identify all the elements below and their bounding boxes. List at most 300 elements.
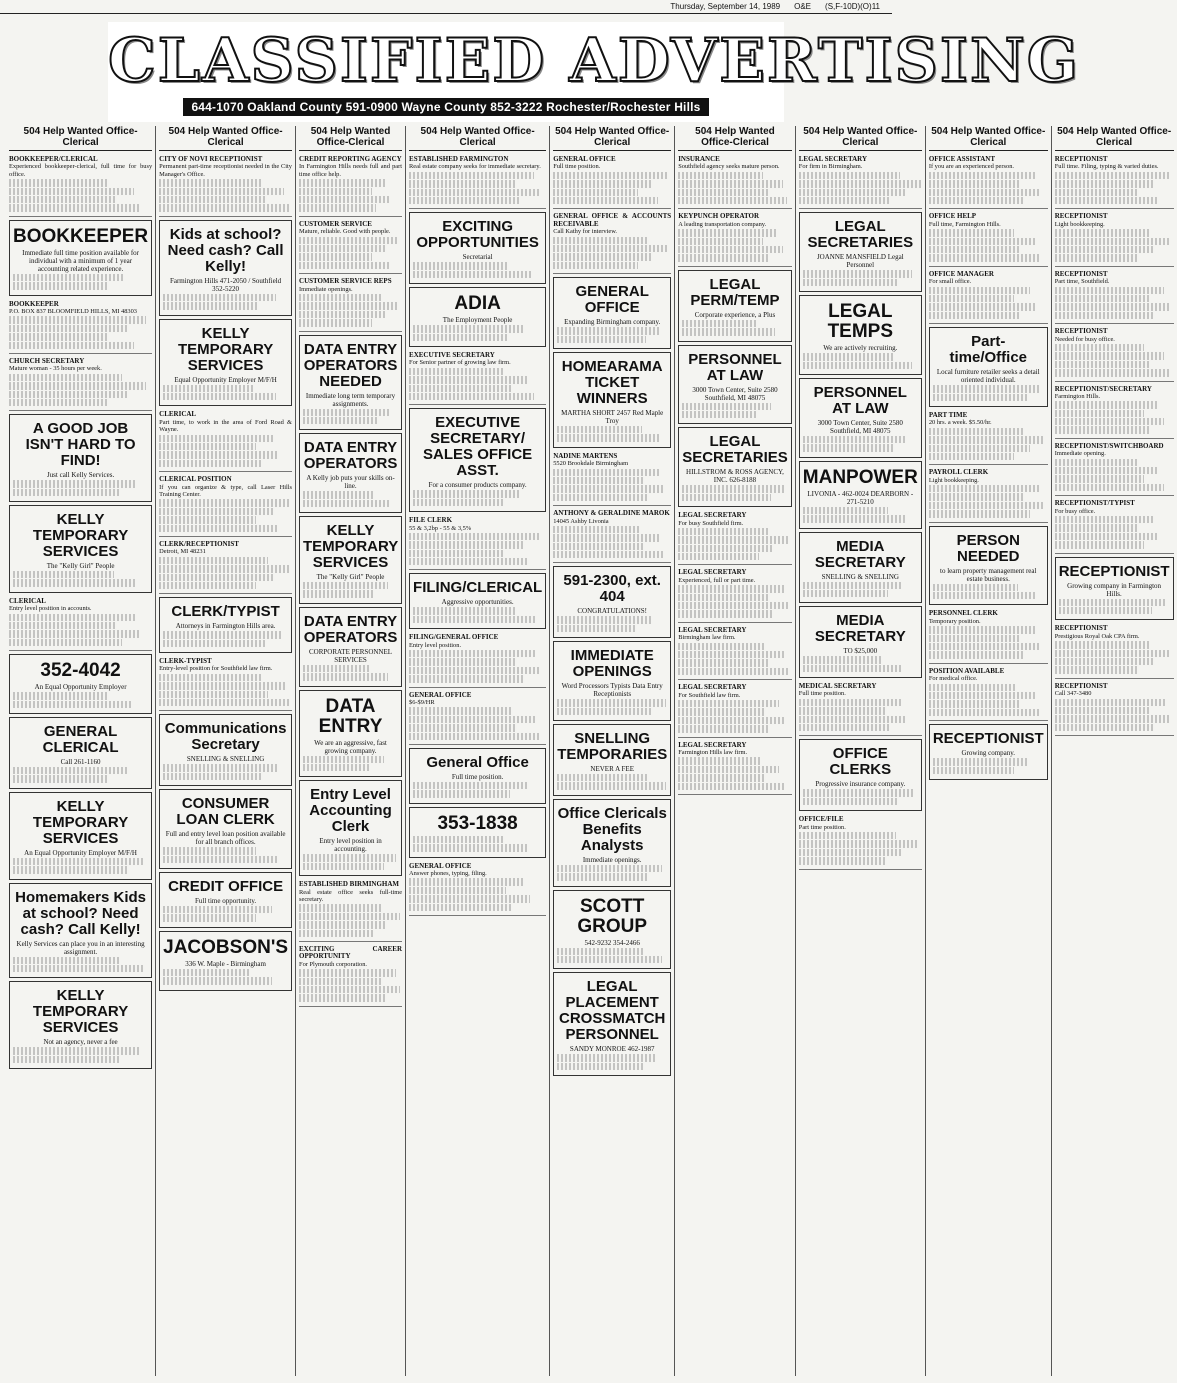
classified-ad (9, 299, 152, 354)
ad-body: For Senior partner of growing law firm. (409, 359, 511, 367)
text-filler (799, 849, 901, 856)
ad-body: 3000 Town Center, Suite 2580 Southfield, MI 48075 (692, 385, 778, 402)
text-filler (163, 302, 259, 309)
text-filler (803, 270, 912, 277)
display-ad (159, 319, 292, 407)
ad-body: We are an aggressive, fast growing company. (314, 738, 387, 755)
ad-body: For small office. (928, 278, 972, 286)
text-filler (409, 533, 541, 540)
text-filler (13, 282, 108, 289)
text-filler (409, 724, 517, 731)
text-filler (553, 197, 658, 204)
text-filler (1055, 361, 1149, 368)
text-filler (678, 254, 768, 261)
text-filler (163, 764, 277, 771)
display-ad (299, 607, 402, 687)
text-filler (163, 773, 260, 780)
text-filler (929, 229, 1015, 236)
classified-ad (159, 409, 292, 472)
ad-headline: LEGAL SECRETARIES (807, 218, 914, 252)
text-filler (1055, 658, 1155, 665)
ad-headline: CLERK/TYPIST (171, 603, 280, 621)
text-filler (557, 616, 652, 623)
display-ad (553, 972, 671, 1076)
ad-body: $6-$9/HR (409, 699, 435, 707)
ad-headline: Office Clericals Benefits Analysts (557, 804, 667, 854)
ad-body: Immediate long term temporary assignments. (305, 391, 396, 408)
text-filler (1055, 475, 1144, 482)
text-filler (299, 986, 400, 993)
display-ad (159, 931, 292, 991)
ad-body: 542-9232 354-2466 (584, 938, 640, 947)
classified-ad (299, 879, 402, 942)
text-filler (303, 582, 388, 589)
text-filler (303, 500, 391, 507)
text-filler (9, 391, 128, 398)
text-filler (929, 287, 1030, 294)
display-ad (929, 724, 1048, 780)
display-ad (553, 566, 671, 638)
text-filler (13, 571, 114, 578)
text-filler (557, 1054, 657, 1061)
text-filler (933, 767, 1014, 774)
text-filler (929, 635, 1021, 642)
ad-headline: BOOKKEEPER (13, 225, 149, 247)
text-filler (409, 550, 505, 557)
ad-body: Part time, Southfield. (1054, 278, 1110, 286)
ad-title: GENERAL OFFICE (553, 155, 616, 163)
text-filler (933, 758, 1028, 765)
ad-body: Light bookkeeping. (928, 476, 979, 484)
column-heading: 504 Help Wanted Office-Clerical (9, 126, 152, 151)
display-ad (929, 526, 1048, 606)
text-filler (682, 403, 771, 410)
column-heading: 504 Help Wanted Office-Clerical (159, 126, 292, 151)
text-filler (163, 393, 275, 400)
classified-ad (1055, 211, 1174, 266)
text-filler (163, 906, 272, 913)
classified-ad (299, 944, 402, 1007)
ad-body: SNELLING & SNELLING (821, 572, 899, 581)
display-ad (159, 597, 292, 653)
text-filler (9, 333, 109, 340)
ad-body: Secretarial (462, 253, 493, 262)
ad-body: A Kelly job puts your skills on-line. (306, 474, 395, 491)
ad-title: CLERICAL (159, 410, 197, 419)
text-filler (299, 179, 386, 186)
classified-ad (929, 467, 1048, 522)
text-filler (682, 485, 784, 492)
page-header-line (0, 0, 892, 14)
text-filler (678, 246, 782, 253)
ad-headline: General Office (426, 754, 529, 771)
display-ad (553, 890, 671, 970)
classified-ad (929, 666, 1048, 721)
ad-headline: MANPOWER (802, 466, 918, 488)
text-filler (1055, 724, 1155, 731)
classified-ad (299, 276, 402, 331)
text-filler (163, 914, 255, 921)
text-filler (799, 716, 906, 723)
text-filler (929, 700, 1021, 707)
text-filler (929, 445, 1030, 452)
text-filler (1055, 254, 1138, 261)
text-filler (929, 485, 1041, 492)
text-filler (929, 189, 1040, 196)
ad-body: Mature, reliable. Good with people. (299, 228, 391, 236)
classified-column (549, 126, 674, 1376)
text-filler (413, 262, 509, 269)
text-filler (303, 764, 371, 771)
ad-title: LEGAL SECRETARY (678, 568, 747, 577)
ad-body: The Employment People (442, 316, 513, 325)
ad-body: Temporary position. (928, 617, 981, 625)
display-ad (799, 295, 922, 375)
display-ad (9, 981, 152, 1069)
text-filler (303, 409, 391, 416)
text-filler (799, 699, 901, 706)
classified-ad (1055, 681, 1174, 736)
ad-headline: IMMEDIATE OPENINGS (570, 647, 654, 681)
text-filler (933, 394, 1027, 401)
edition-label: O&E (794, 2, 812, 11)
text-filler (409, 180, 516, 187)
text-filler (803, 656, 884, 663)
text-filler (159, 435, 273, 442)
text-filler (1055, 238, 1169, 245)
ad-body: Real estate office seeks full-time secretary. (299, 888, 403, 904)
text-filler (303, 590, 375, 597)
classified-column (674, 126, 795, 1376)
text-filler (303, 756, 384, 763)
display-ad (9, 717, 152, 789)
classified-ad (299, 219, 402, 274)
text-filler (803, 798, 899, 805)
text-filler (9, 374, 122, 381)
text-filler (9, 614, 135, 621)
text-filler (299, 311, 386, 318)
text-filler (557, 708, 652, 715)
ad-body: In Farmington Hills needs full and part time office help. (299, 163, 403, 178)
text-filler (413, 844, 527, 851)
text-filler (409, 189, 539, 196)
ad-body: For Southfield law firm. (678, 691, 741, 699)
display-ad (299, 335, 402, 431)
text-filler (678, 602, 788, 609)
text-filler (803, 789, 913, 796)
classified-ad (799, 814, 922, 869)
ad-body: Light bookkeeping. (1054, 220, 1105, 228)
ad-body: An Equal Opportunity Employer (34, 683, 127, 692)
ad-headline: CONSUMER LOAN CLERK (176, 795, 275, 829)
ad-body: Aggressive opportunities. (441, 598, 514, 607)
ad-body: LIVONIA - 462-0024 DEARBORN - 271-5210 (807, 489, 914, 506)
ad-body: Immediate openings. (299, 285, 353, 293)
ad-title: CUSTOMER SERVICE (299, 219, 372, 228)
text-filler (409, 558, 528, 565)
text-filler (557, 699, 666, 706)
text-filler (929, 246, 1019, 253)
classified-column (795, 126, 925, 1376)
text-filler (553, 253, 653, 260)
text-filler (1055, 516, 1155, 523)
classified-ad (409, 154, 546, 209)
text-filler (1055, 541, 1144, 548)
text-filler (409, 368, 505, 375)
classified-ad (9, 596, 152, 651)
text-filler (409, 393, 534, 400)
display-ad (799, 739, 922, 811)
text-filler (929, 502, 1045, 509)
ad-body: Growing company. (961, 749, 1016, 758)
ad-body: Immediate opening. (1054, 450, 1106, 458)
ad-title: CUSTOMER SERVICE REPS (299, 277, 392, 286)
text-filler (163, 977, 272, 984)
ad-headline: KELLY TEMPORARY SERVICES (32, 511, 129, 561)
display-ad (553, 277, 671, 349)
ad-title: OFFICE MANAGER (928, 269, 994, 278)
ad-body: NEVER A FEE (590, 765, 634, 774)
text-filler (929, 172, 1035, 179)
ad-title: RECEPTIONIST/SECRETARY (1054, 384, 1152, 393)
ad-body: CORPORATE PERSONNEL SERVICES (309, 647, 393, 664)
text-filler (159, 460, 261, 467)
ad-body: 3000 Town Center, Suite 2580 Southfield, MI 48075 (817, 418, 903, 435)
classified-ad (1055, 326, 1174, 381)
ad-title: GENERAL OFFICE & ACCOUNTS RECEIVABLE (553, 212, 672, 228)
classified-ad (553, 508, 671, 563)
text-filler (409, 707, 512, 714)
text-filler (929, 197, 1024, 204)
classified-ad (553, 451, 671, 506)
text-filler (409, 904, 512, 911)
text-filler (299, 994, 387, 1001)
ad-title: FILE CLERK (409, 516, 453, 525)
ad-body: Farmington Hills. (1054, 392, 1101, 400)
text-filler (13, 775, 109, 782)
text-filler (299, 921, 387, 928)
text-filler (9, 325, 128, 332)
text-filler (1055, 410, 1144, 417)
text-filler (159, 443, 256, 450)
text-filler (413, 334, 509, 341)
text-filler (299, 913, 400, 920)
column-heading: 504 Help Wanted Office-Clerical (929, 126, 1048, 151)
display-ad (553, 352, 671, 448)
classified-ad (1055, 498, 1174, 553)
text-filler (303, 491, 375, 498)
ad-body: SNELLING & SNELLING (186, 755, 265, 764)
text-filler (553, 189, 638, 196)
text-filler (929, 295, 1015, 302)
display-ad (159, 789, 292, 869)
ad-headline: PERSON NEEDED (956, 531, 1020, 565)
ad-title: LEGAL SECRETARY (678, 740, 747, 749)
text-filler (1055, 401, 1160, 408)
classified-ad (1055, 441, 1174, 496)
display-ad (799, 606, 922, 678)
text-filler (933, 385, 1042, 392)
classified-title: CLASSIFIED ADVERTISING (108, 26, 1081, 96)
ad-body: 55 & 3,2bp - 55 & 3,5% (409, 524, 472, 532)
text-filler (678, 766, 779, 773)
ad-body: Call 347-3480 (1054, 690, 1092, 698)
ad-body: Just call Kelly Services. (46, 471, 115, 480)
classified-ad (929, 211, 1048, 266)
ad-title: BOOKKEEPER/CLERICAL (9, 155, 98, 163)
text-filler (409, 716, 535, 723)
ad-body: Full time position. (451, 773, 504, 781)
text-filler (413, 790, 510, 797)
ad-body: 20 hrs. a week. $5.50/hr. (928, 419, 992, 427)
ad-title: PERSONNEL CLERK (928, 609, 998, 618)
display-ad (299, 780, 402, 876)
text-filler (413, 607, 515, 614)
ad-title: ESTABLISHED BIRMINGHAM (299, 880, 400, 889)
text-filler (409, 887, 506, 894)
ad-body: Entry level position in accounts. (9, 605, 92, 613)
text-filler (163, 294, 275, 301)
ad-body: Full time, Farmington Hills. (928, 220, 1001, 228)
text-filler (299, 245, 386, 252)
text-filler (553, 469, 659, 476)
text-filler (299, 253, 372, 260)
ad-headline: PERSONNEL AT LAW (813, 383, 907, 417)
ad-body: Farmington Hills 471-2050 / Southfield 352-5220 (169, 276, 282, 293)
ad-body: Birmingham law firm. (678, 634, 736, 642)
text-filler (678, 189, 768, 196)
text-filler (299, 237, 399, 244)
text-filler (1059, 599, 1167, 606)
text-filler (557, 956, 662, 963)
text-filler (678, 528, 769, 535)
text-filler (1055, 287, 1164, 294)
text-filler (557, 774, 647, 781)
text-filler (1055, 344, 1144, 351)
ad-headline: 352-4042 (40, 660, 121, 682)
text-filler (929, 626, 1036, 633)
phone-bar: 644-1070 Oakland County 591-0900 Wayne County 852-3222 Rochester/Rochester Hills (183, 98, 708, 116)
text-filler (929, 180, 1019, 187)
classified-ad (159, 656, 292, 711)
ad-body: For busy Southfield firm. (678, 519, 744, 527)
ad-body: MARTHA SHORT 2457 Red Maple Troy (561, 408, 664, 425)
text-filler (13, 866, 127, 873)
display-ad (9, 414, 152, 502)
text-filler (1055, 303, 1169, 310)
text-filler (678, 717, 784, 724)
ad-headline: EXECUTIVE SECRETARY/ SALES OFFICE ASST. (423, 414, 533, 480)
text-filler (803, 279, 897, 286)
ad-body: For Plymouth corporation. (299, 960, 368, 968)
ad-title: OFFICE ASSISTANT (928, 155, 996, 163)
classified-ad (1055, 623, 1174, 678)
ad-body: SANDY MONROE 462-1987 (569, 1045, 655, 1054)
text-filler (1059, 607, 1152, 614)
ad-body: Immediate full time position available for individual with a minimum of 1 year accounting related experience. (22, 248, 139, 273)
text-filler (299, 188, 372, 195)
text-filler (929, 684, 1016, 691)
text-filler (13, 1056, 121, 1063)
text-filler (303, 673, 388, 680)
text-filler (678, 594, 769, 601)
ad-body: A leading transportation company. (678, 220, 767, 228)
ad-title: RECEPTIONIST (1054, 681, 1108, 690)
column-heading: 504 Help Wanted Office-Clerical (553, 126, 671, 151)
text-filler (557, 865, 662, 872)
text-filler (13, 965, 144, 972)
ad-title: LEGAL SECRETARY (678, 683, 747, 692)
text-filler (929, 312, 1019, 319)
text-filler (1055, 533, 1160, 540)
display-ad (929, 327, 1048, 407)
text-filler (1055, 246, 1154, 253)
ad-body: Part time position. (798, 823, 846, 831)
text-filler (678, 545, 773, 552)
text-filler (1055, 295, 1149, 302)
text-filler (553, 485, 664, 492)
text-filler (13, 692, 109, 699)
display-ad (159, 872, 292, 928)
text-filler (159, 451, 279, 458)
ad-body: Full time position. (553, 163, 601, 171)
classified-ad (409, 632, 546, 687)
text-filler (9, 382, 146, 389)
ad-body: Southfield agency seeks mature person. (678, 163, 780, 171)
ad-body: Call Kathy for interview. (553, 228, 618, 236)
ad-headline: JACOBSON'S (163, 936, 289, 958)
text-filler (303, 665, 371, 672)
ad-headline: Homemakers Kids at school? Need cash? Call Kelly! (15, 888, 147, 938)
ad-title: MEDICAL SECRETARY (798, 682, 877, 691)
text-filler (1055, 707, 1150, 714)
text-filler (678, 643, 764, 650)
display-ad (299, 690, 402, 778)
classified-ad (299, 154, 402, 217)
text-filler (409, 541, 523, 548)
ad-title: OFFICE HELP (928, 212, 977, 221)
text-filler (553, 551, 664, 558)
text-filler (159, 196, 267, 203)
ad-headline: Communications Secretary (164, 720, 287, 754)
text-filler (13, 858, 144, 865)
ad-body: Word Processors Typists Data Entry Receptionists (561, 682, 663, 699)
text-filler (13, 1047, 139, 1054)
ad-body: The "Kelly Girl" People (316, 573, 385, 582)
text-filler (557, 426, 642, 433)
display-ad (159, 220, 292, 316)
ad-body: Growing company in Farmington Hills. (1067, 581, 1162, 598)
column-heading: 504 Help Wanted Office-Clerical (409, 126, 546, 151)
text-filler (678, 610, 773, 617)
text-filler (799, 840, 917, 847)
ad-title: PART TIME (928, 410, 968, 419)
text-filler (413, 271, 531, 278)
ad-title: RECEPTIONIST (1054, 155, 1108, 163)
classified-ad (553, 211, 671, 274)
text-filler (553, 180, 653, 187)
ad-title: RECEPTIONIST (1054, 624, 1108, 633)
ad-title: CREDIT REPORTING AGENCY (299, 155, 402, 163)
ad-body: Corporate experience, a Plus (694, 310, 776, 319)
ad-body: Needed for busy office. (1054, 335, 1115, 343)
ad-body: For firm in Birmingham. (798, 163, 863, 171)
text-filler (159, 204, 289, 211)
ad-body: Not an agency, never a fee (43, 1038, 118, 1047)
ad-headline: LEGAL PLACEMENT CROSSMATCH PERSONNEL (558, 978, 666, 1044)
ad-body: Real estate company seeks for immediate secretary. (409, 163, 541, 171)
classified-ad (678, 211, 792, 266)
